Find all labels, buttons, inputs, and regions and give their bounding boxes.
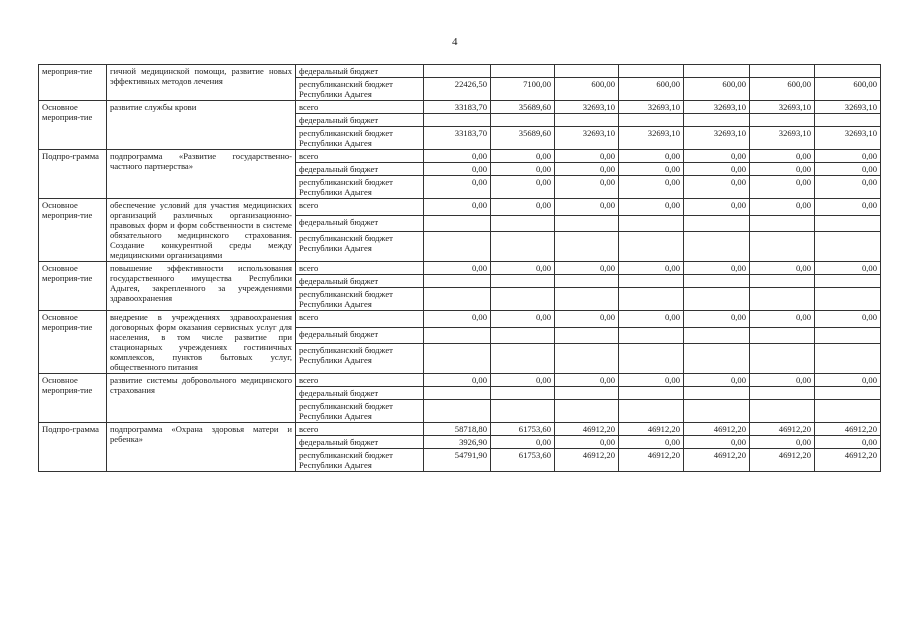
value-cell xyxy=(491,215,555,232)
value-cell: 0,00 xyxy=(619,262,684,275)
value-cell xyxy=(555,327,619,344)
value-cell: 61753,60 xyxy=(491,449,555,472)
item-name: гичной медицинской помощи, развитие новых эффективных методов лечения xyxy=(107,65,296,101)
value-cell xyxy=(424,114,491,127)
value-cell xyxy=(555,288,619,311)
funding-source: всего xyxy=(296,311,424,328)
value-cell xyxy=(491,344,555,374)
value-cell xyxy=(491,114,555,127)
funding-source: федеральный бюджет xyxy=(296,65,424,78)
value-cell: 0,00 xyxy=(491,436,555,449)
value-cell: 0,00 xyxy=(750,163,815,176)
value-cell xyxy=(750,400,815,423)
value-cell: 35689,60 xyxy=(491,101,555,114)
value-cell: 0,00 xyxy=(684,436,750,449)
value-cell: 0,00 xyxy=(815,374,881,387)
value-cell xyxy=(555,344,619,374)
value-cell: 0,00 xyxy=(750,311,815,328)
value-cell xyxy=(619,114,684,127)
value-cell: 0,00 xyxy=(491,311,555,328)
page-number: 4 xyxy=(452,36,458,48)
value-cell: 33183,70 xyxy=(424,101,491,114)
budget-table xyxy=(38,64,881,472)
value-cell xyxy=(750,387,815,400)
value-cell: 0,00 xyxy=(815,163,881,176)
value-cell: 3926,90 xyxy=(424,436,491,449)
value-cell: 0,00 xyxy=(750,176,815,199)
value-cell: 46912,20 xyxy=(750,449,815,472)
value-cell: 0,00 xyxy=(750,262,815,275)
value-cell: 0,00 xyxy=(750,150,815,163)
value-cell: 0,00 xyxy=(424,176,491,199)
value-cell: 32693,10 xyxy=(750,101,815,114)
funding-source: федеральный бюджет xyxy=(296,327,424,344)
value-cell xyxy=(619,344,684,374)
funding-source: республиканский бюджет Республики Адыгея xyxy=(296,400,424,423)
value-cell xyxy=(684,275,750,288)
value-cell xyxy=(619,327,684,344)
value-cell xyxy=(815,114,881,127)
value-cell xyxy=(815,344,881,374)
value-cell: 46912,20 xyxy=(684,423,750,436)
value-cell xyxy=(684,232,750,262)
value-cell: 32693,10 xyxy=(684,127,750,150)
value-cell xyxy=(619,215,684,232)
item-name: обеспечение условий для участия медицинских организаций различных организационно-правовых форм и форм собственности в системе обязательного медицинского страхования. Создание конкурентной среды между медицинскими организациями xyxy=(107,199,296,262)
value-cell: 7100,00 xyxy=(491,78,555,101)
value-cell xyxy=(555,215,619,232)
value-cell xyxy=(684,114,750,127)
item-name: внедрение в учреждениях здравоохранения договорных форм оказания сервисных услуг для населения, в том числе развитие при стационарных учреждениях гостиничных комплексов, пунктов бытовых услуг, общественного питания xyxy=(107,311,296,374)
value-cell: 58718,80 xyxy=(424,423,491,436)
value-cell xyxy=(750,114,815,127)
value-cell xyxy=(815,232,881,262)
value-cell: 0,00 xyxy=(555,176,619,199)
value-cell: 0,00 xyxy=(555,150,619,163)
value-cell xyxy=(619,275,684,288)
value-cell xyxy=(619,387,684,400)
table-row xyxy=(39,199,881,216)
value-cell: 0,00 xyxy=(491,176,555,199)
value-cell xyxy=(424,65,491,78)
value-cell: 0,00 xyxy=(555,311,619,328)
value-cell: 0,00 xyxy=(619,436,684,449)
value-cell: 54791,90 xyxy=(424,449,491,472)
value-cell: 0,00 xyxy=(424,262,491,275)
funding-source: республиканский бюджет Республики Адыгея xyxy=(296,232,424,262)
value-cell xyxy=(619,400,684,423)
value-cell: 0,00 xyxy=(619,163,684,176)
value-cell xyxy=(815,65,881,78)
funding-source: республиканский бюджет Республики Адыгея xyxy=(296,127,424,150)
value-cell: 46912,20 xyxy=(750,423,815,436)
value-cell: 0,00 xyxy=(815,176,881,199)
table-row xyxy=(39,423,881,436)
item-type: Основное мероприя-тие xyxy=(39,262,107,311)
table-row xyxy=(39,101,881,114)
value-cell xyxy=(815,400,881,423)
value-cell: 0,00 xyxy=(619,150,684,163)
value-cell: 46912,20 xyxy=(619,449,684,472)
value-cell xyxy=(555,400,619,423)
value-cell: 0,00 xyxy=(555,374,619,387)
value-cell xyxy=(424,215,491,232)
value-cell xyxy=(491,327,555,344)
value-cell xyxy=(750,215,815,232)
value-cell: 0,00 xyxy=(491,374,555,387)
value-cell: 0,00 xyxy=(424,311,491,328)
value-cell: 0,00 xyxy=(684,311,750,328)
value-cell: 0,00 xyxy=(424,199,491,216)
item-type: Основное мероприя-тие xyxy=(39,311,107,374)
value-cell xyxy=(815,275,881,288)
value-cell: 0,00 xyxy=(555,163,619,176)
funding-source: всего xyxy=(296,423,424,436)
value-cell: 0,00 xyxy=(424,150,491,163)
value-cell: 0,00 xyxy=(491,163,555,176)
value-cell xyxy=(555,114,619,127)
value-cell: 32693,10 xyxy=(555,127,619,150)
value-cell xyxy=(491,400,555,423)
value-cell: 600,00 xyxy=(555,78,619,101)
item-name: подпрограмма «Охрана здоровья матери и ребенка» xyxy=(107,423,296,472)
value-cell: 0,00 xyxy=(750,199,815,216)
funding-source: федеральный бюджет xyxy=(296,215,424,232)
funding-source: всего xyxy=(296,262,424,275)
funding-source: всего xyxy=(296,199,424,216)
value-cell: 0,00 xyxy=(815,436,881,449)
value-cell xyxy=(750,65,815,78)
table-row xyxy=(39,374,881,387)
value-cell xyxy=(684,288,750,311)
value-cell: 0,00 xyxy=(815,262,881,275)
table-row xyxy=(39,262,881,275)
funding-source: республиканский бюджет Республики Адыгея xyxy=(296,344,424,374)
item-type: Основное мероприя-тие xyxy=(39,374,107,423)
value-cell: 0,00 xyxy=(424,374,491,387)
value-cell xyxy=(424,327,491,344)
item-name: развитие системы добровольного медицинского страхования xyxy=(107,374,296,423)
value-cell xyxy=(815,215,881,232)
value-cell xyxy=(619,232,684,262)
value-cell xyxy=(750,327,815,344)
table-row xyxy=(39,150,881,163)
item-type: Основное мероприя-тие xyxy=(39,101,107,150)
value-cell: 46912,20 xyxy=(815,423,881,436)
value-cell: 600,00 xyxy=(815,78,881,101)
value-cell xyxy=(491,232,555,262)
value-cell xyxy=(619,65,684,78)
value-cell: 46912,20 xyxy=(815,449,881,472)
funding-source: федеральный бюджет xyxy=(296,275,424,288)
value-cell: 0,00 xyxy=(684,262,750,275)
table-row xyxy=(39,65,881,78)
value-cell xyxy=(619,288,684,311)
value-cell: 0,00 xyxy=(555,199,619,216)
value-cell: 0,00 xyxy=(684,199,750,216)
funding-source: всего xyxy=(296,150,424,163)
item-type: мероприя-тие xyxy=(39,65,107,101)
value-cell xyxy=(684,65,750,78)
funding-source: республиканский бюджет Республики Адыгея xyxy=(296,78,424,101)
item-name: развитие службы крови xyxy=(107,101,296,150)
value-cell: 600,00 xyxy=(684,78,750,101)
value-cell xyxy=(815,387,881,400)
value-cell: 0,00 xyxy=(815,199,881,216)
value-cell xyxy=(491,275,555,288)
value-cell: 0,00 xyxy=(491,150,555,163)
value-cell xyxy=(684,387,750,400)
value-cell xyxy=(750,275,815,288)
value-cell xyxy=(684,400,750,423)
value-cell xyxy=(684,327,750,344)
item-name: повышение эффективности использования государственного имущества Республики Адыгея, закрепленного за учреждениями здравоохранения xyxy=(107,262,296,311)
value-cell: 46912,20 xyxy=(619,423,684,436)
value-cell xyxy=(424,275,491,288)
funding-source: федеральный бюджет xyxy=(296,163,424,176)
value-cell: 0,00 xyxy=(424,163,491,176)
funding-source: республиканский бюджет Республики Адыгея xyxy=(296,449,424,472)
funding-source: федеральный бюджет xyxy=(296,436,424,449)
value-cell xyxy=(815,288,881,311)
value-cell xyxy=(555,275,619,288)
value-cell: 33183,70 xyxy=(424,127,491,150)
value-cell xyxy=(750,232,815,262)
item-type: Подпро-грамма xyxy=(39,150,107,199)
funding-source: республиканский бюджет Республики Адыгея xyxy=(296,176,424,199)
value-cell: 0,00 xyxy=(491,199,555,216)
item-name: подпрограмма «Развитие государственно-частного партнерства» xyxy=(107,150,296,199)
value-cell: 32693,10 xyxy=(619,127,684,150)
value-cell: 32693,10 xyxy=(815,101,881,114)
value-cell: 0,00 xyxy=(684,374,750,387)
value-cell: 32693,10 xyxy=(619,101,684,114)
value-cell: 0,00 xyxy=(555,436,619,449)
funding-source: всего xyxy=(296,101,424,114)
value-cell: 0,00 xyxy=(619,374,684,387)
value-cell xyxy=(555,387,619,400)
funding-source: федеральный бюджет xyxy=(296,387,424,400)
value-cell: 46912,20 xyxy=(684,449,750,472)
value-cell xyxy=(424,288,491,311)
value-cell xyxy=(815,327,881,344)
value-cell xyxy=(424,400,491,423)
value-cell xyxy=(684,344,750,374)
value-cell: 600,00 xyxy=(750,78,815,101)
value-cell: 0,00 xyxy=(815,150,881,163)
value-cell xyxy=(491,387,555,400)
value-cell: 0,00 xyxy=(750,374,815,387)
value-cell xyxy=(750,344,815,374)
value-cell: 46912,20 xyxy=(555,423,619,436)
value-cell: 0,00 xyxy=(815,311,881,328)
value-cell: 0,00 xyxy=(619,199,684,216)
value-cell: 0,00 xyxy=(491,262,555,275)
item-type: Подпро-грамма xyxy=(39,423,107,472)
value-cell xyxy=(684,215,750,232)
value-cell: 22426,50 xyxy=(424,78,491,101)
funding-source: всего xyxy=(296,374,424,387)
value-cell: 0,00 xyxy=(619,176,684,199)
value-cell xyxy=(555,232,619,262)
value-cell xyxy=(424,344,491,374)
value-cell: 61753,60 xyxy=(491,423,555,436)
value-cell: 35689,60 xyxy=(491,127,555,150)
value-cell: 32693,10 xyxy=(684,101,750,114)
value-cell: 600,00 xyxy=(619,78,684,101)
value-cell: 0,00 xyxy=(684,163,750,176)
value-cell xyxy=(424,232,491,262)
value-cell: 46912,20 xyxy=(555,449,619,472)
value-cell: 32693,10 xyxy=(815,127,881,150)
value-cell: 32693,10 xyxy=(750,127,815,150)
item-type: Основное мероприя-тие xyxy=(39,199,107,262)
funding-source: республиканский бюджет Республики Адыгея xyxy=(296,288,424,311)
value-cell xyxy=(491,65,555,78)
value-cell xyxy=(750,288,815,311)
funding-source: федеральный бюджет xyxy=(296,114,424,127)
table-body xyxy=(39,65,881,472)
value-cell: 0,00 xyxy=(555,262,619,275)
value-cell: 32693,10 xyxy=(555,101,619,114)
value-cell: 0,00 xyxy=(684,176,750,199)
table-row xyxy=(39,311,881,328)
value-cell: 0,00 xyxy=(750,436,815,449)
value-cell xyxy=(424,387,491,400)
value-cell: 0,00 xyxy=(619,311,684,328)
value-cell: 0,00 xyxy=(684,150,750,163)
value-cell xyxy=(555,65,619,78)
value-cell xyxy=(491,288,555,311)
